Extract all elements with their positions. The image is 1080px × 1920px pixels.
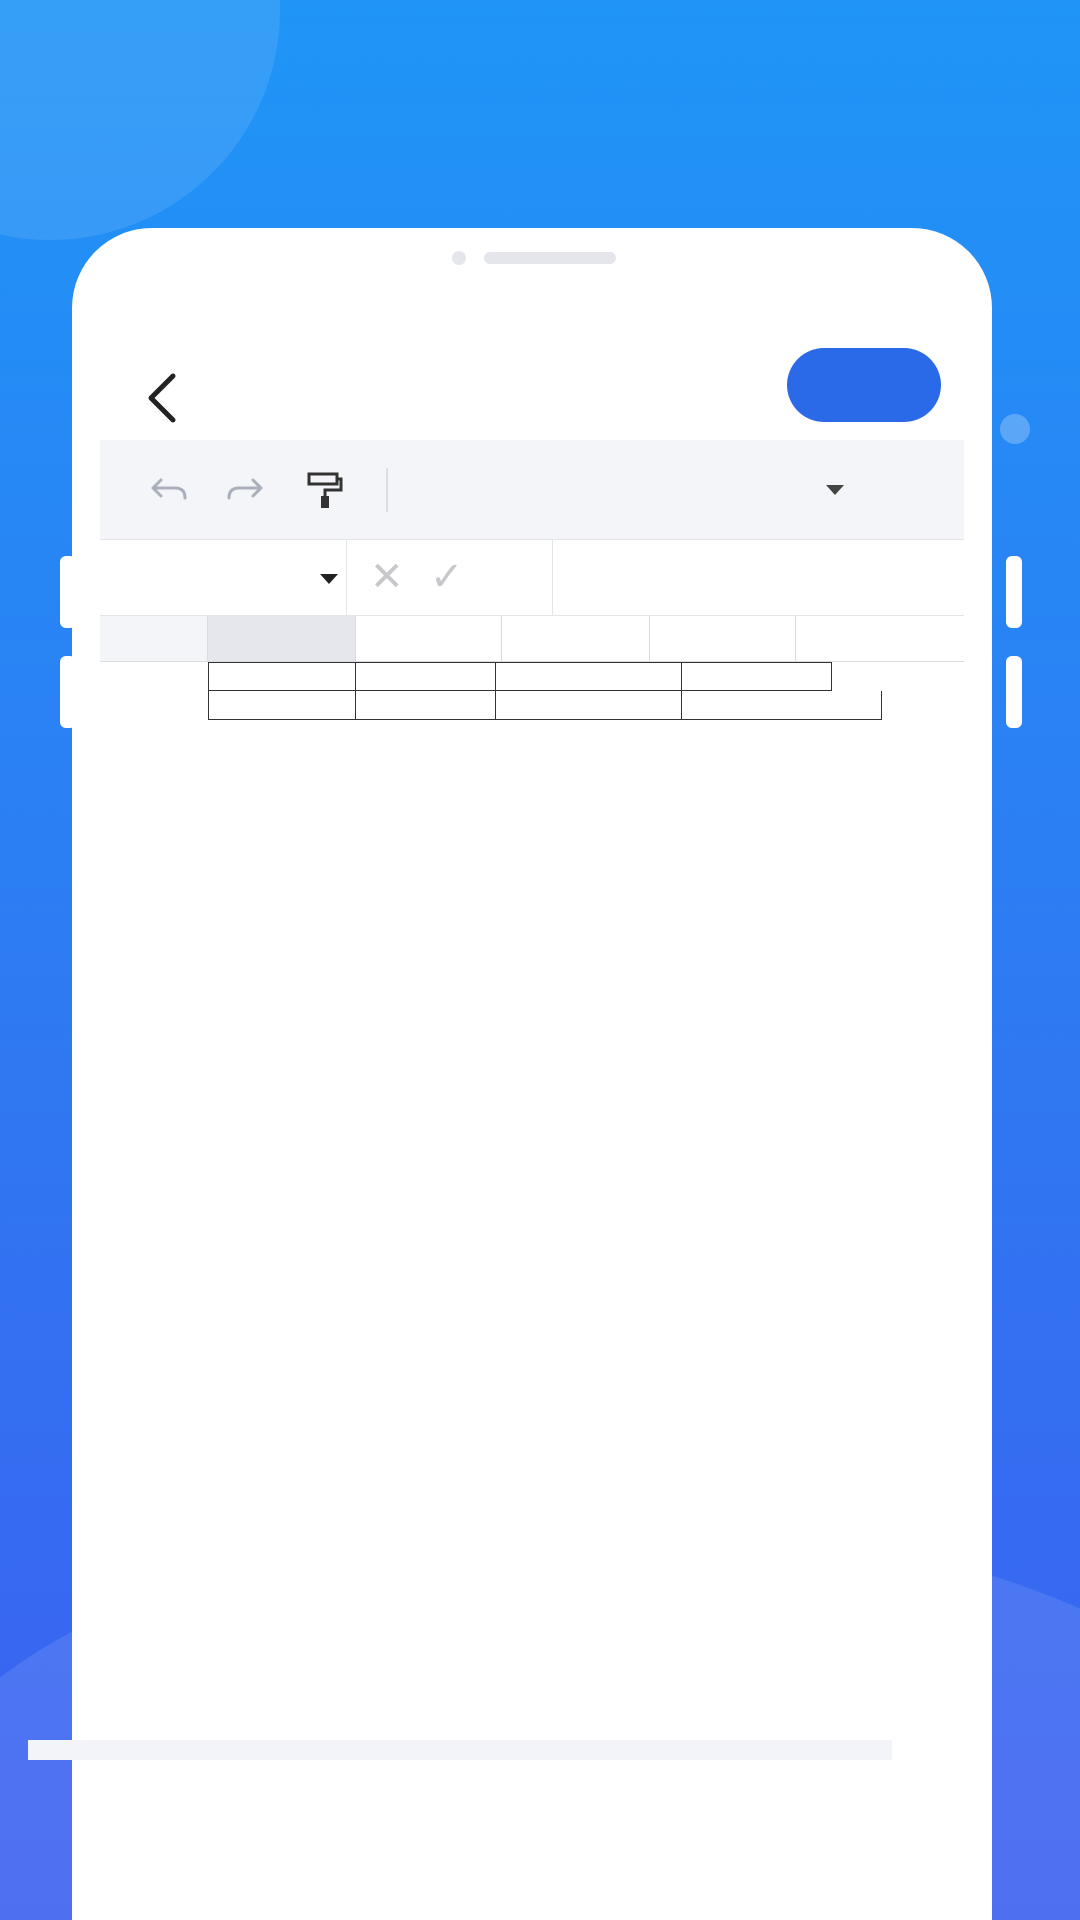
camera-dot (452, 251, 466, 265)
evaluation-table (208, 662, 964, 1920)
increase-decimal-button[interactable] (566, 460, 616, 520)
background-dot (1000, 414, 1030, 444)
format-toolbar (100, 440, 964, 540)
year-month-cell[interactable] (682, 691, 882, 720)
percent-format-button[interactable] (486, 460, 542, 520)
dept-value-cell[interactable] (356, 691, 496, 720)
currency-format-button[interactable] (410, 460, 460, 520)
cell-reference-dropdown-icon[interactable] (320, 574, 338, 584)
formula-bar (100, 540, 964, 616)
side-handle-left (60, 556, 76, 628)
chevron-left-icon (145, 372, 179, 424)
redo-button[interactable] (220, 460, 270, 520)
formula-input[interactable] (560, 548, 960, 608)
background-circle (0, 0, 280, 240)
spreadsheet-editor (100, 440, 964, 1920)
format-painter-button[interactable] (300, 460, 350, 520)
toolbar-separator (386, 468, 388, 512)
period-label-cell[interactable] (496, 691, 682, 720)
column-header-e[interactable] (796, 616, 964, 662)
column-header-a[interactable] (208, 616, 356, 662)
confirm-edit-icon[interactable]: ✓ (430, 554, 464, 600)
dept-label-cell[interactable] (208, 691, 356, 720)
name-label-cell[interactable] (208, 662, 356, 691)
decrease-decimal-button[interactable] (640, 460, 690, 520)
formula-separator (346, 540, 347, 616)
redo-icon (225, 474, 265, 506)
side-handle-right (1006, 656, 1022, 728)
side-handle-right (1006, 556, 1022, 628)
column-header-c[interactable] (502, 616, 650, 662)
name-value-cell[interactable] (356, 662, 496, 691)
undo-button[interactable] (144, 460, 194, 520)
more-menu-button[interactable] (814, 462, 844, 518)
position-value-cell[interactable] (682, 662, 832, 691)
column-header-d[interactable] (650, 616, 796, 662)
speaker-bar (484, 252, 616, 264)
caret-down-icon (826, 485, 844, 495)
sheet-grid[interactable] (100, 616, 964, 1920)
position-label-cell[interactable] (496, 662, 682, 691)
formula-separator (552, 540, 553, 616)
save-button[interactable] (787, 348, 941, 422)
bottom-fade (28, 1740, 892, 1760)
paint-roller-icon (305, 470, 345, 510)
undo-icon (149, 474, 189, 506)
page-title (292, 358, 772, 438)
select-all-corner[interactable] (100, 616, 208, 662)
cancel-edit-icon[interactable]: ✕ (370, 554, 404, 600)
column-header-b[interactable] (356, 616, 502, 662)
phone-frame (72, 228, 992, 1920)
back-button[interactable] (132, 358, 192, 438)
side-handle-left (60, 656, 76, 728)
